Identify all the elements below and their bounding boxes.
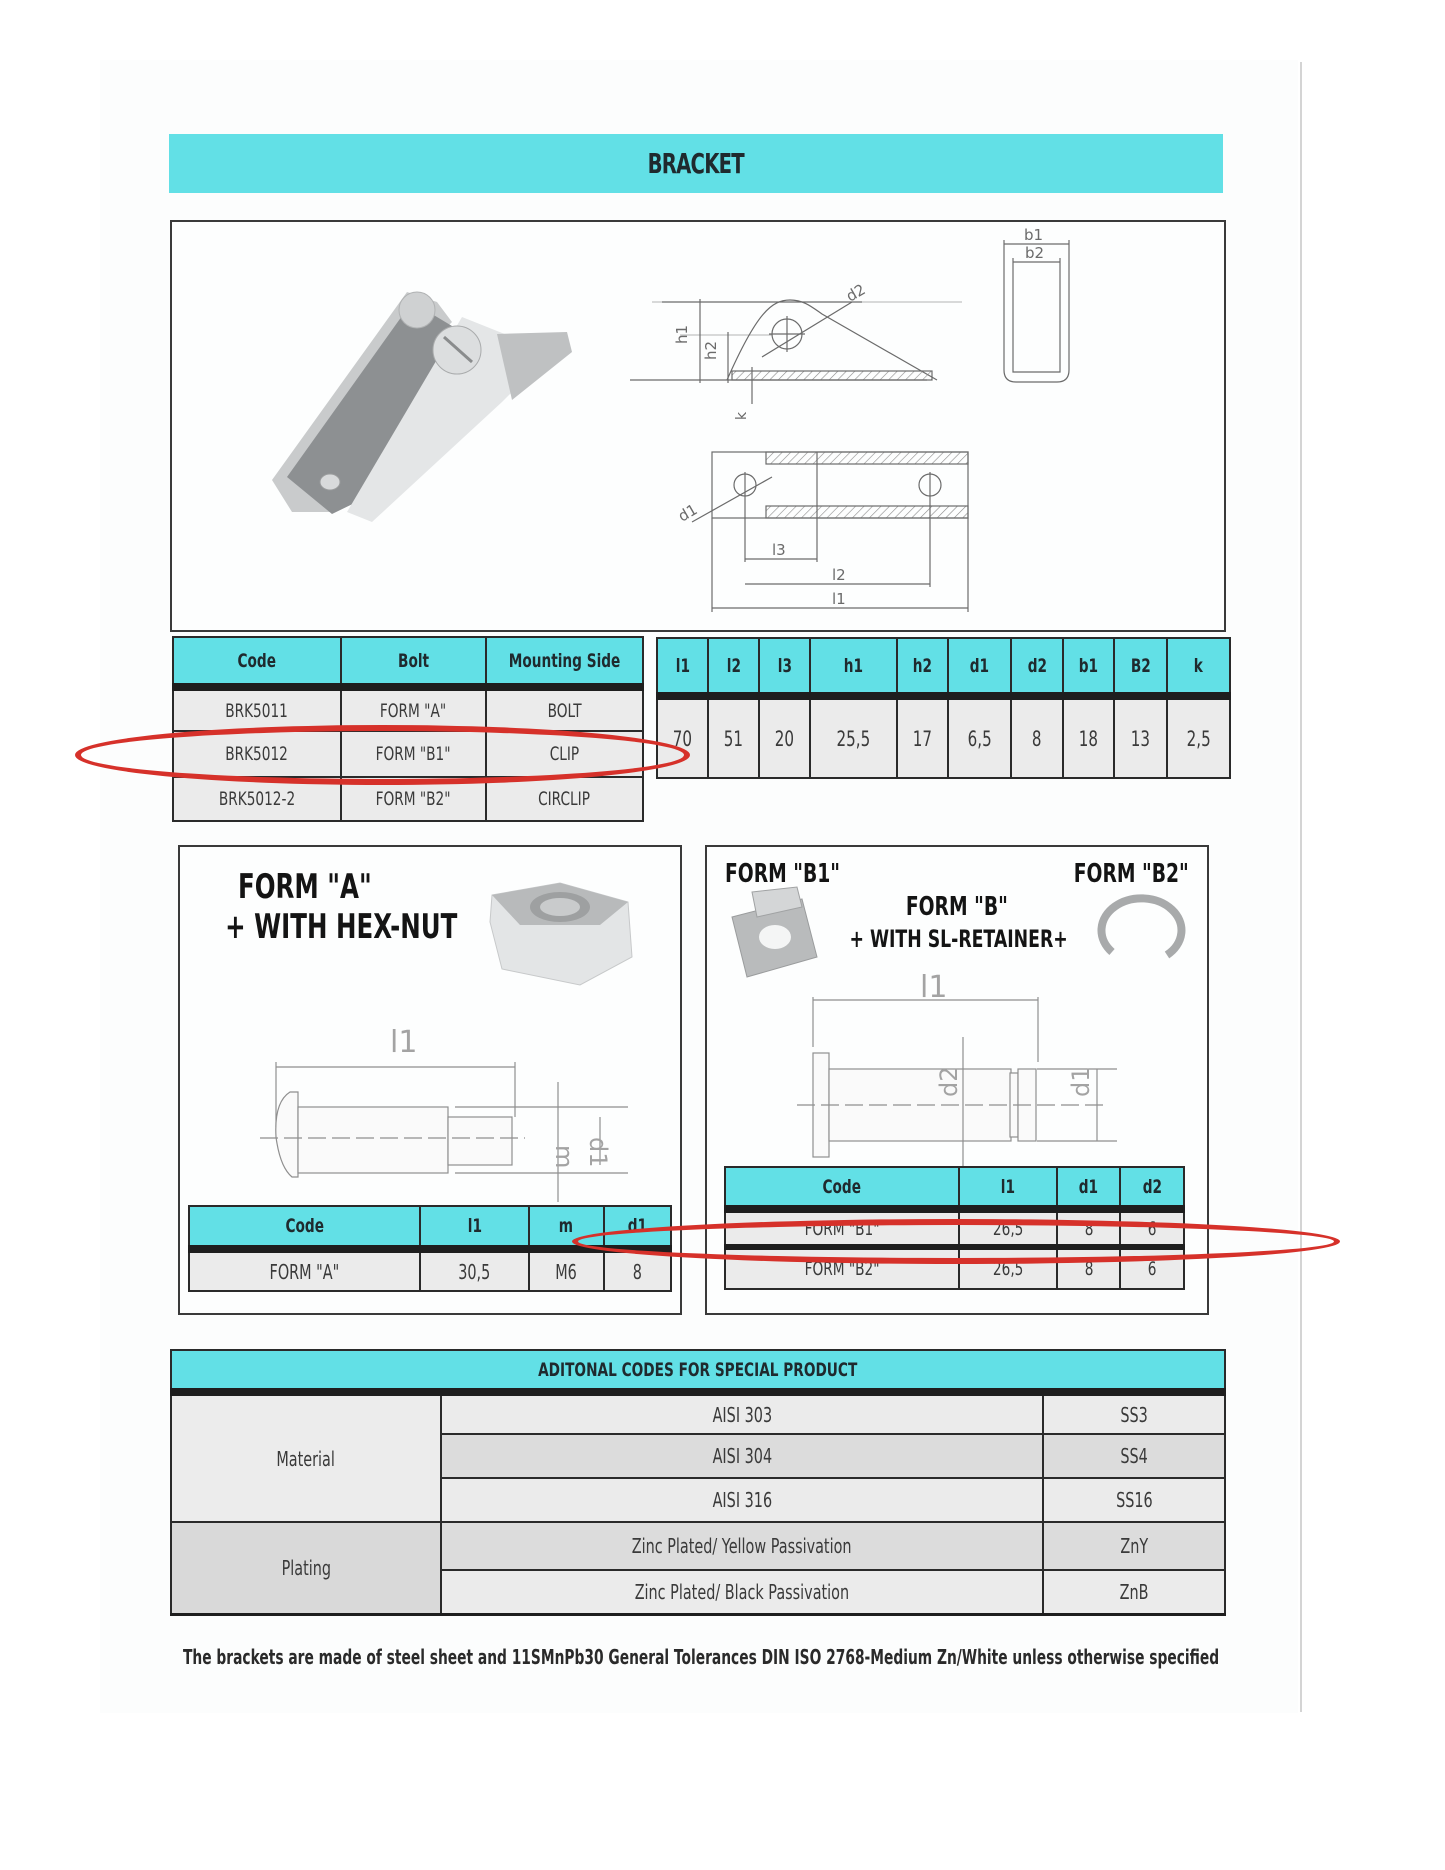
col-code: Code xyxy=(189,1206,420,1249)
table-row: Plating Zinc Plated/ Yellow Passivation ZnY xyxy=(171,1522,1225,1570)
label-d2: d2 xyxy=(935,1066,963,1097)
form-b-subtitle: + WITH SL-RETAINER+ xyxy=(849,925,1068,953)
bracket-3d-image xyxy=(272,292,572,522)
form-a-title: FORM "A" xyxy=(238,867,372,907)
footer-note: The brackets are made of steel sheet and 11SMnPb30 General Tolerances DIN ISO 2768-Medium Zn/White unless otherwise specified xyxy=(183,1645,1220,1669)
table-row-highlighted: FORM "B1" 26,5 8 6 xyxy=(725,1209,1184,1247)
form-b1-label: FORM "B1" xyxy=(725,859,841,889)
bracket-code-table xyxy=(172,636,644,822)
col-d1: d1 xyxy=(948,638,1011,696)
page-edge-line xyxy=(1300,62,1302,1712)
label-h2: h2 xyxy=(702,340,720,360)
label-l2: l2 xyxy=(832,566,846,584)
additional-codes-title: ADITONAL CODES FOR SPECIAL PRODUCT xyxy=(171,1350,1225,1392)
form-a-table xyxy=(188,1205,672,1292)
hex-nut-icon xyxy=(490,883,632,985)
form-b2-label: FORM "B2" xyxy=(1073,859,1189,889)
bracket-top-view xyxy=(692,452,968,612)
form-a-bolt-drawing xyxy=(260,1062,628,1202)
table-row: Zinc Plated/ Black Passivation ZnB xyxy=(171,1570,1225,1614)
table-row: AISI 316 SS16 xyxy=(171,1478,1225,1522)
label-d1: d1 xyxy=(584,1137,612,1168)
table-row: BRK5012-2 FORM "B2" CIRCLIP xyxy=(173,777,643,821)
form-b-table xyxy=(724,1166,1185,1290)
category-plating: Plating xyxy=(171,1522,441,1614)
additional-codes-table xyxy=(170,1349,1226,1616)
label-h1: h1 xyxy=(673,324,691,344)
col-h2: h2 xyxy=(897,638,948,696)
col-d1: d1 xyxy=(1057,1167,1121,1209)
table-row: 70 51 20 25,5 17 6,5 8 18 13 2,5 xyxy=(657,696,1230,778)
table-row: FORM "B2" 26,5 8 6 xyxy=(725,1247,1184,1289)
page-title: BRACKET xyxy=(647,147,745,180)
label-k: k xyxy=(734,411,750,420)
col-m: m xyxy=(529,1206,604,1249)
col-l1: l1 xyxy=(657,638,708,696)
table-row-highlighted: BRK5012 FORM "B1" CLIP xyxy=(173,731,643,777)
col-d1: d1 xyxy=(604,1206,671,1249)
col-l3: l3 xyxy=(759,638,810,696)
col-code: Code xyxy=(725,1167,959,1209)
col-k: k xyxy=(1167,638,1230,696)
table-row: FORM "A" 30,5 M6 8 xyxy=(189,1249,671,1291)
page-title-banner xyxy=(169,134,1223,193)
retaining-clip-icon xyxy=(732,887,817,977)
table-row: Material AISI 303 SS3 xyxy=(171,1392,1225,1434)
table-row: AISI 304 SS4 xyxy=(171,1434,1225,1478)
table-row: BRK5011 FORM "A" BOLT xyxy=(173,687,643,731)
label-b1: b1 xyxy=(1024,226,1044,244)
col-h1: h1 xyxy=(810,638,897,696)
col-l2: l2 xyxy=(708,638,759,696)
col-l1: l1 xyxy=(959,1167,1057,1209)
dimension-table xyxy=(656,637,1231,779)
form-b-title: FORM "B" xyxy=(905,892,1009,922)
col-mounting-side: Mounting Side xyxy=(486,637,643,687)
circlip-icon xyxy=(1101,898,1181,955)
col-b1: b1 xyxy=(1063,638,1114,696)
label-l1: l1 xyxy=(390,1025,418,1060)
col-bolt: Bolt xyxy=(341,637,486,687)
bracket-side-view xyxy=(630,299,962,404)
bracket-drawing-box xyxy=(170,220,1226,632)
label-d2: d2 xyxy=(843,280,869,306)
label-m: m xyxy=(550,1145,578,1169)
col-code: Code xyxy=(173,637,341,687)
col-l1: l1 xyxy=(420,1206,529,1249)
label-l1: l1 xyxy=(920,970,948,1005)
col-b2: B2 xyxy=(1114,638,1167,696)
category-material: Material xyxy=(171,1392,441,1522)
label-b2: b2 xyxy=(1025,244,1045,262)
col-d2: d2 xyxy=(1011,638,1062,696)
bracket-drawings xyxy=(172,222,1224,630)
col-d2: d2 xyxy=(1120,1167,1184,1209)
form-a-subtitle: + WITH HEX-NUT xyxy=(225,907,458,947)
label-l3: l3 xyxy=(772,541,786,559)
label-l1: l1 xyxy=(832,590,846,608)
label-d1: d1 xyxy=(1067,1066,1095,1097)
label-d1: d1 xyxy=(675,500,701,526)
